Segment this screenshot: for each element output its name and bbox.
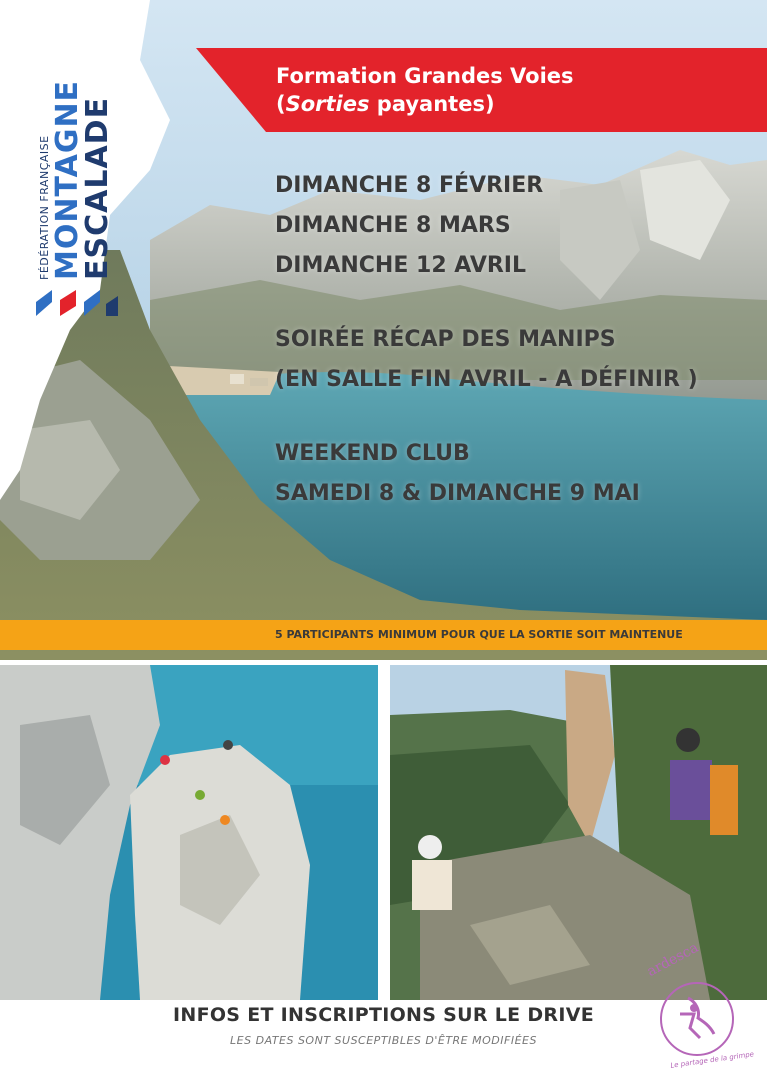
date-line: DIMANCHE 8 MARS	[275, 213, 511, 238]
ffme-mountain-mark-icon	[30, 286, 120, 320]
date-line: DIMANCHE 8 FÉVRIER	[275, 173, 544, 198]
footer-subtitle: LES DATES SONT SUSCEPTIBLES D'ÊTRE MODIFIÉES	[230, 1034, 537, 1047]
ardesca-name: ardesca	[644, 939, 702, 980]
ardesca-logo	[640, 939, 755, 1072]
climber-figure-icon	[670, 992, 722, 1044]
ardesca-tagline: Le partage de la grimpe	[669, 1050, 755, 1070]
climbers-gorge-image	[390, 665, 767, 1000]
climbers-sea-image	[0, 665, 378, 1000]
date-line: DIMANCHE 12 AVRIL	[275, 253, 527, 278]
logo-montagne-text: MONTAGNE	[50, 79, 85, 280]
logo-escalade-text: ESCALADE	[80, 96, 115, 280]
banner-subtitle: (Sorties payantes)	[276, 92, 495, 116]
footer-title: INFOS ET INSCRIPTIONS SUR LE DRIVE	[173, 1004, 594, 1026]
weekend-line: WEEKEND CLUB	[275, 441, 470, 466]
climbers-gorge-photo	[390, 665, 767, 1000]
participants-notice	[0, 620, 767, 650]
title-banner	[196, 48, 767, 132]
participants-text: 5 PARTICIPANTS MINIMUM POUR QUE LA SORTIE SOIT MAINTENUE	[275, 628, 683, 641]
ffme-logo	[30, 30, 120, 320]
event-dates	[275, 166, 698, 514]
banner-title: Formation Grandes Voies	[276, 64, 574, 88]
weekend-line: SAMEDI 8 & DIMANCHE 9 MAI	[275, 481, 640, 506]
recap-line: SOIRÉE RÉCAP DES MANIPS	[275, 327, 616, 352]
climbers-pillar-photo	[0, 665, 378, 1000]
logo-federation-text: FÉDÉRATION FRANÇAISE	[38, 135, 51, 280]
recap-line: (EN SALLE FIN AVRIL - A DÉFINIR )	[275, 367, 698, 392]
